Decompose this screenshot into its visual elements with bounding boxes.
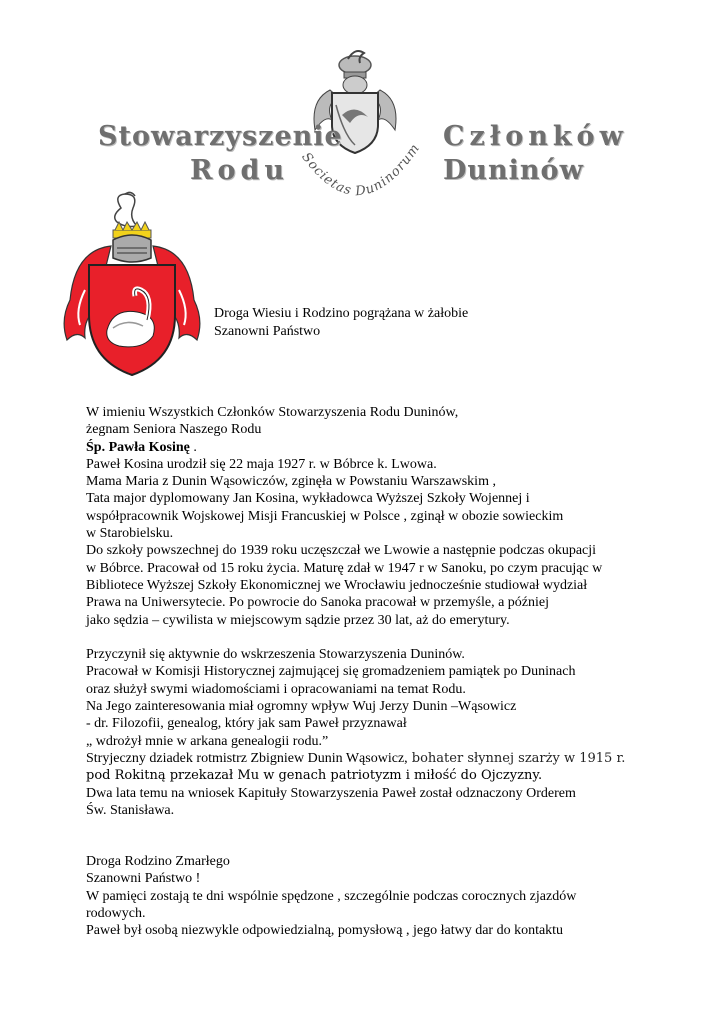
letterhead-word-czlonkow: Członków — [443, 121, 628, 152]
body-line: Tata major dyplomowany Jan Kosina, wykładowca Wyższej Szkoły Wojennej i — [86, 491, 530, 507]
body-line: Przyczynił się aktywnie do wskrzeszenia Stowarzyszenia Duninów. — [86, 647, 465, 663]
body-line: Prawa na Uniwersytecie. Po powrocie do Sanoka pracował w przemyśle, a później — [86, 595, 550, 611]
body-line-part: bohater słynnej szarży w 1915 r. — [407, 750, 626, 766]
coat-of-arms-icon — [55, 190, 210, 380]
body-line: Mama Maria z Dunin Wąsowiczów, zginęła w Powstaniu Warszawskim , — [86, 474, 496, 490]
greeting-block — [214, 305, 468, 341]
paragraph-gap — [86, 819, 646, 853]
body-line-part: Stryjeczny dziadek rotmistrz Zbigniew Dunin Wąsowicz, — [86, 750, 408, 766]
body-line: współpracownik Wojskowej Misji Francuskiej w Polsce , zginął w obozie sowieckim — [86, 508, 564, 524]
body-line: Droga Rodzino Zmarłego — [86, 854, 230, 870]
body-line: W imieniu Wszystkich Członków Stowarzyszenia Rodu Duninów, — [86, 405, 459, 420]
body-line: Św. Stanisława. — [86, 802, 175, 818]
body-line: żegnam Seniora Naszego Rodu — [86, 422, 262, 438]
societas-seal-text — [285, 130, 430, 220]
deceased-name-line — [86, 439, 646, 456]
body-line: Bibliotece Wyższej Szkoły Ekonomicznej we Wrocławiu jednocześnie studiował wydział — [86, 577, 588, 593]
svg-text:Societas Duninorum: Societas Duninorum — [298, 140, 424, 200]
letterhead-word-stowarzyszenie: Stowarzyszenie — [98, 121, 343, 152]
body-line: Paweł Kosina urodził się 22 maja 1927 r. w Bóbrce k. Lwowa. — [86, 456, 437, 472]
body-line: Pracował w Komisji Historycznej zajmującej się gromadzeniem pamiątek po Duninach — [86, 664, 576, 680]
letterhead-word-duninow: Duninów — [443, 155, 584, 186]
body-line: Szanowni Państwo ! — [86, 871, 201, 887]
deceased-name: Śp. Pawła Kosinę — [86, 439, 190, 455]
body-line: Na Jego zainteresowania miał ogromny wpływ Wuj Jerzy Dunin –Wąsowicz — [86, 699, 517, 715]
body-line: oraz służył swymi wiadomościami i opracowaniami na temat Rodu. — [86, 681, 466, 697]
body-line: „ wdrożył mnie w arkana genealogii rodu.” — [86, 733, 329, 749]
body-line: - dr. Filozofii, genealog, który jak sam Paweł przyznawał — [86, 716, 407, 732]
body-line: Paweł był osobą niezwykle odpowiedzialną, pomysłową , jego łatwy dar do kontaktu — [86, 923, 564, 939]
letterhead-word-rodu: Rodu — [190, 155, 289, 186]
body-line: Do szkoły powszechnej do 1939 roku uczęszczał we Lwowie a następnie podczas okupacji — [86, 543, 597, 559]
greeting-line: Droga Wiesiu i Rodzino pogrążana w żałobie — [214, 306, 469, 321]
body-line: jako sędzia – cywilista w miejscowym sądzie przez 30 lat, aż do emerytury. — [86, 612, 510, 628]
name-suffix: . — [189, 439, 197, 455]
body-line: w Starobielsku. — [86, 526, 174, 542]
body-line: Dwa lata temu na wniosek Kapituły Stowarzyszenia Paweł został odznaczony Orderem — [86, 785, 576, 801]
body-line — [86, 750, 646, 767]
body-line: rodowych. — [86, 906, 146, 922]
body-line: w Bóbrce. Pracował od 15 roku życia. Maturę zdał w 1947 r w Sanoku, po czym pracując w — [86, 560, 603, 576]
body-line: W pamięci zostają te dni wspólnie spędzone , szczególnie podczas corocznych zjazdów — [86, 888, 577, 904]
body-line: pod Rokitną przekazał Mu w genach patriotyzm i miłość do Ojczyzny. — [86, 768, 543, 784]
paragraph-gap — [86, 629, 646, 646]
letter-body — [86, 404, 646, 940]
greeting-line: Szanowni Państwo — [214, 324, 321, 339]
